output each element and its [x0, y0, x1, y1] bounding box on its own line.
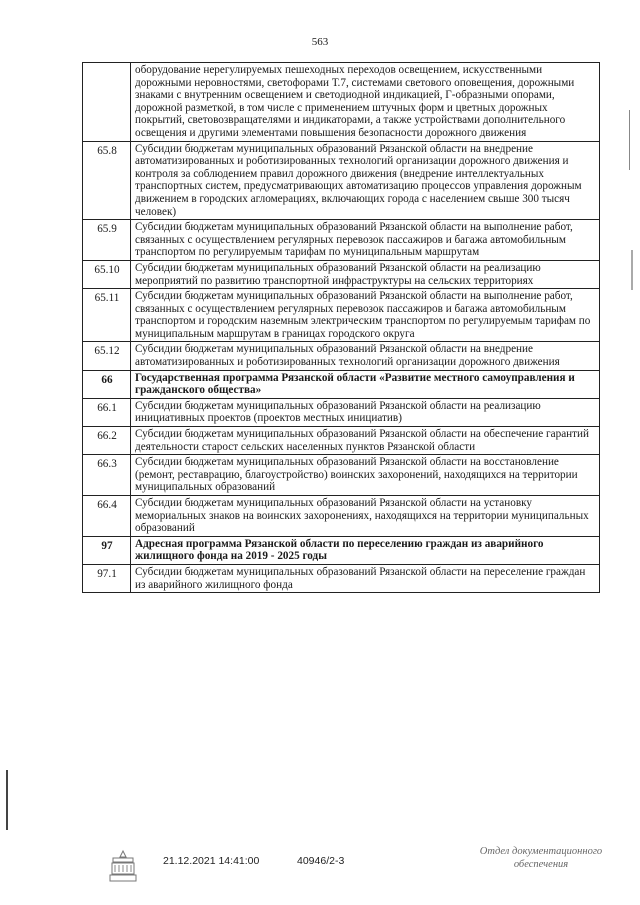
row-description: Субсидии бюджетам муниципальных образований Рязанской области на реализацию мероприятий по развитию транспортной инфраструктуры на сельских территориях — [131, 260, 600, 288]
table-row — [83, 496, 600, 537]
table-row — [83, 63, 600, 142]
row-number: 65.12 — [83, 342, 131, 370]
row-number: 65.9 — [83, 220, 131, 261]
scan-margin-mark — [6, 770, 8, 830]
footer-doc-number: 40946/2-3 — [297, 855, 345, 867]
row-description: Субсидии бюджетам муниципальных образований Рязанской области на восстановление (ремонт, реставрацию, благоустройство) воинских захоронений, находящихся на территории муниципальных образований — [131, 455, 600, 496]
department-stamp — [466, 845, 616, 871]
table-row — [83, 342, 600, 370]
table-row — [83, 260, 600, 288]
table-row — [83, 455, 600, 496]
row-number — [83, 63, 131, 142]
row-description: Субсидии бюджетам муниципальных образований Рязанской области на переселение граждан из аварийного жилищного фонда — [131, 564, 600, 592]
row-number: 97.1 — [83, 564, 131, 592]
row-description: Субсидии бюджетам муниципальных образований Рязанской области на выполнение работ, связанных с осуществлением регулярных перевозок пассажиров и багажа автомобильным транспортом и городским наземным электрическим транспортом по регулируемым тарифам по муниципальным маршрутам в границах городского округа — [131, 289, 600, 342]
row-number: 66 — [83, 370, 131, 398]
page-number: 563 — [311, 36, 329, 48]
row-description: Субсидии бюджетам муниципальных образований Рязанской области на внедрение автоматизированных и роботизированных технологий организации дорожного движения — [131, 342, 600, 370]
table-row — [83, 427, 600, 455]
row-description: Субсидии бюджетам муниципальных образований Рязанской области на установку мемориальных знаков на воинских захоронениях, находящихся на территории муниципальных образований — [131, 496, 600, 537]
table-row — [83, 370, 600, 398]
table-row — [83, 289, 600, 342]
row-number: 97 — [83, 536, 131, 564]
table-row — [83, 536, 600, 564]
row-description: Адресная программа Рязанской области по переселению граждан из аварийного жилищного фонда на 2019 - 2025 годы — [131, 536, 600, 564]
row-number: 65.8 — [83, 141, 131, 220]
row-number: 65.11 — [83, 289, 131, 342]
row-description: оборудование нерегулируемых пешеходных переходов освещением, искусственными дорожными неровностями, светофорами Т.7, системами светового оповещения, дорожными знаками с внутренним освещением и светодиодной индикацией, Г-образными опорами, дорожной разметкой, в том числе с применением штучных форм и цветных дорожных покрытий, световозвращателями и индикаторами, а также устройствами дополнительного освещения и другими элементами повышения безопасности дорожного движения — [131, 63, 600, 142]
stamp-line-1: Отдел документационного — [479, 846, 603, 857]
row-number: 66.3 — [83, 455, 131, 496]
table-row — [83, 141, 600, 220]
row-description: Субсидии бюджетам муниципальных образований Рязанской области на реализацию инициативных проектов (проектов местных инициатив) — [131, 398, 600, 426]
row-number: 66.1 — [83, 398, 131, 426]
stamp-line-2: обеспечения — [513, 859, 569, 870]
coat-of-arms-seal — [108, 849, 138, 883]
table-row — [83, 398, 600, 426]
row-description: Государственная программа Рязанской области «Развитие местного самоуправления и гражданского общества» — [131, 370, 600, 398]
subsidies-table — [82, 62, 600, 593]
scan-margin-mark — [629, 110, 630, 170]
row-description: Субсидии бюджетам муниципальных образований Рязанской области на обеспечение гарантий деятельности старост сельских населенных пунктов Рязанской области — [131, 427, 600, 455]
row-number: 66.4 — [83, 496, 131, 537]
footer-timestamp: 21.12.2021 14:41:00 — [163, 855, 260, 867]
row-number: 65.10 — [83, 260, 131, 288]
row-number: 66.2 — [83, 427, 131, 455]
row-description: Субсидии бюджетам муниципальных образований Рязанской области на выполнение работ, связанных с осуществлением регулярных перевозок пассажиров и багажа автомобильным транспортом по регулируемым тарифам по муниципальным маршрутам — [131, 220, 600, 261]
table-row — [83, 220, 600, 261]
scan-margin-mark — [631, 250, 633, 290]
table-row — [83, 564, 600, 592]
row-description: Субсидии бюджетам муниципальных образований Рязанской области на внедрение автоматизированных и роботизированных технологий организации дорожного движения и контроля за соблюдением правил дорожного движения (внедрение интеллектуальных транспортных систем, предусматривающих автоматизацию процессов управления дорожным движением в городских агломерациях, включающих города с населением свыше 300 тысяч человек) — [131, 141, 600, 220]
